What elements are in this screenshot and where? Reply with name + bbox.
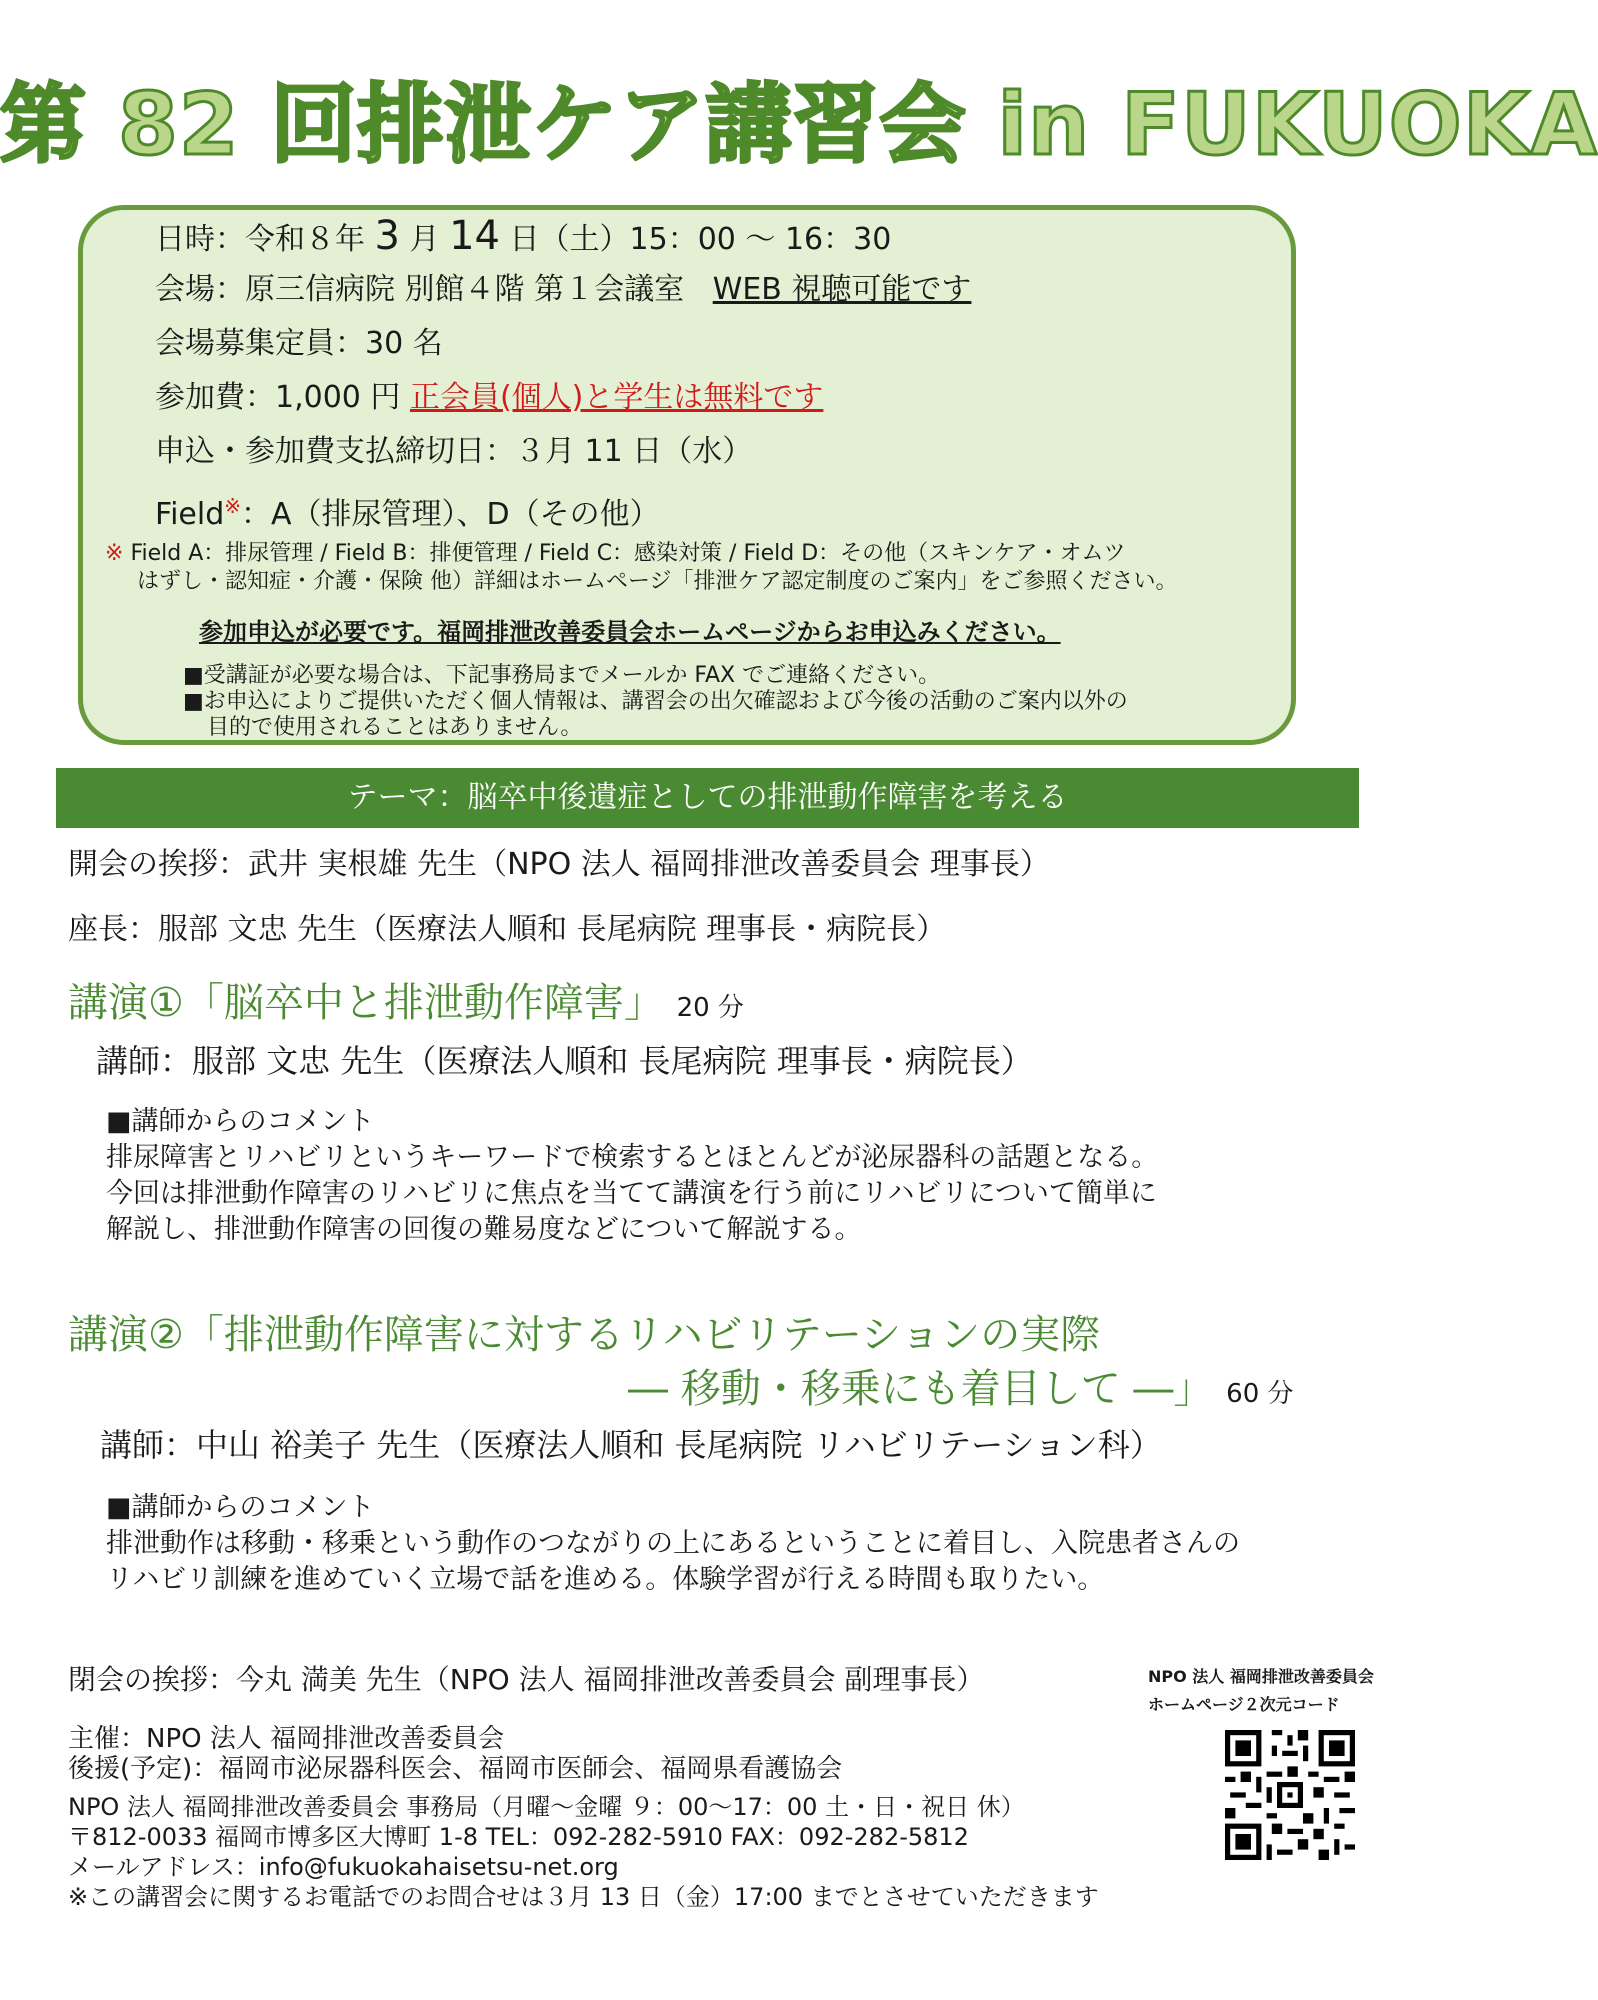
field-note-line1 bbox=[105, 540, 1126, 568]
venue-text: 会場：原三信病院 別館４階 第１会議室 bbox=[155, 272, 685, 307]
deadline: 申込・参加費支払締切日：３月 11 日（水） bbox=[155, 434, 753, 469]
page-title: 第 82 回排泄ケア講習会 in FUKUOKA bbox=[0, 75, 1598, 175]
support: 後援(予定)：福岡市泌尿器科医会、福岡市医師会、福岡県看護協会 bbox=[68, 1754, 843, 1784]
qr-caption-1: NPO 法人 福岡排泄改善委員会 bbox=[1148, 1667, 1374, 1686]
lecture2-comment-head: ■講師からのコメント bbox=[106, 1492, 375, 1523]
lecture2-title2-text: ― 移動・移乗にも着目して ―」 bbox=[628, 1366, 1214, 1412]
field-asterisk: ※ bbox=[224, 494, 242, 518]
office-hours: NPO 法人 福岡排泄改善委員会 事務局（月曜～金曜 ９：00～17：00 土・日・祝日 休） bbox=[68, 1793, 1025, 1821]
field bbox=[155, 486, 660, 535]
field-label: Field bbox=[155, 497, 225, 532]
organizer: 主催：NPO 法人 福岡排泄改善委員会 bbox=[68, 1724, 505, 1754]
fee bbox=[155, 378, 823, 418]
note-asterisk: ※ bbox=[105, 541, 124, 566]
fee-free-note: 正会員(個人)と学生は無料です bbox=[409, 380, 824, 415]
event-info-box bbox=[78, 205, 1296, 745]
lecture1-title-text: 講演①「脳卒中と排泄動作障害」 bbox=[68, 980, 664, 1026]
lecture2-comment-1: 排泄動作は移動・移乗という動作のつながりの上にあるということに着目し、入院患者さんの bbox=[106, 1528, 1240, 1559]
field-note-line2: はずし・認知症・介護・保険 他）詳細はホームページ「排泄ケア認定制度のご案内」をご参照ください。 bbox=[137, 569, 1178, 594]
datetime-month: 3 bbox=[374, 213, 400, 259]
datetime-month-unit: 月 bbox=[409, 222, 440, 257]
datetime-day: 14 bbox=[449, 213, 500, 259]
phone-note: ※この講習会に関するお電話でのお問合せは３月 13 日（金）17:00 までとさせていただきます bbox=[68, 1883, 1099, 1911]
lecture1-duration: 20 分 bbox=[676, 993, 744, 1023]
theme-text: テーマ：脳卒中後遺症としての排泄動作障害を考える bbox=[347, 780, 1068, 815]
lecture1-speaker: 講師：服部 文忠 先生（医療法人順和 長尾病院 理事長・病院長） bbox=[96, 1042, 1033, 1080]
lecture1-title bbox=[68, 978, 744, 1033]
qr-code-icon[interactable] bbox=[1225, 1730, 1355, 1860]
lecture2-comment-2: リハビリ訓練を進めていく立場で話を進める。体験学習が行える時間も取りたい。 bbox=[106, 1564, 1105, 1595]
office-email: メールアドレス：info@fukuokahaisetsu-net.org bbox=[68, 1853, 619, 1881]
fee-text: 参加費：1,000 円 bbox=[155, 380, 401, 415]
capacity: 会場募集定員：30 名 bbox=[155, 326, 443, 361]
chairperson: 座長：服部 文忠 先生（医療法人順和 長尾病院 理事長・病院長） bbox=[68, 912, 947, 947]
closing-greeting: 閉会の挨拶：今丸 満美 先生（NPO 法人 福岡排泄改善委員会 副理事長） bbox=[68, 1663, 985, 1696]
note-text-1: Field A：排尿管理 / Field B：排便管理 / Field C：感染対策 / Field D：その他（スキンケア・オムツ bbox=[130, 541, 1126, 566]
office-address: 〒812-0033 福岡市博多区大博町 1-8 TEL：092-282-5910 FAX：092-282-5812 bbox=[68, 1823, 969, 1851]
bullet-privacy-cont: 目的で使用されることはありません。 bbox=[207, 715, 583, 740]
apply-note: 参加申込が必要です。福岡排泄改善委員会ホームページからお申込みください。 bbox=[199, 618, 1061, 646]
web-viewing-note: WEB 視聴可能です bbox=[712, 272, 972, 307]
qr-caption-2: ホームページ２次元コード bbox=[1148, 1695, 1340, 1714]
lecture1-comment-3: 解説し、排泄動作障害の回復の難易度などについて解説する。 bbox=[106, 1214, 862, 1245]
lecture2-title-line2 bbox=[628, 1364, 1294, 1419]
lecture2-duration: 60 分 bbox=[1226, 1379, 1294, 1409]
bullet-privacy: ■お申込によりご提供いただく個人情報は、講習会の出欠確認および今後の活動のご案内以外の bbox=[183, 689, 1128, 714]
datetime-label: 日時：令和８年 bbox=[155, 222, 365, 257]
lecture2-title-line1: 講演②「排泄動作障害に対するリハビリテーションの実際 bbox=[68, 1312, 1101, 1358]
lecture2-speaker: 講師：中山 裕美子 先生（医療法人順和 長尾病院 リハビリテーション科） bbox=[100, 1426, 1162, 1464]
datetime-rest: 日（土）15：00 ～ 16：30 bbox=[509, 222, 892, 257]
lecture1-comment-2: 今回は排泄動作障害のリハビリに焦点を当てて講演を行う前にリハビリについて簡単に bbox=[106, 1178, 1157, 1209]
lecture1-comment-head: ■講師からのコメント bbox=[106, 1106, 375, 1137]
field-value: ：A（排尿管理）、D（その他） bbox=[241, 497, 660, 532]
bullet-certificate: ■受講証が必要な場合は、下記事務局までメールか FAX でご連絡ください。 bbox=[183, 663, 941, 688]
lecture1-comment-1: 排尿障害とリハビリというキーワードで検索するとほとんどが泌尿器科の話題となる。 bbox=[106, 1142, 1159, 1173]
opening-greeting: 開会の挨拶：武井 実根雄 先生（NPO 法人 福岡排泄改善委員会 理事長） bbox=[68, 847, 1050, 882]
theme-bar bbox=[56, 768, 1359, 828]
venue bbox=[155, 270, 971, 310]
datetime bbox=[155, 213, 892, 260]
